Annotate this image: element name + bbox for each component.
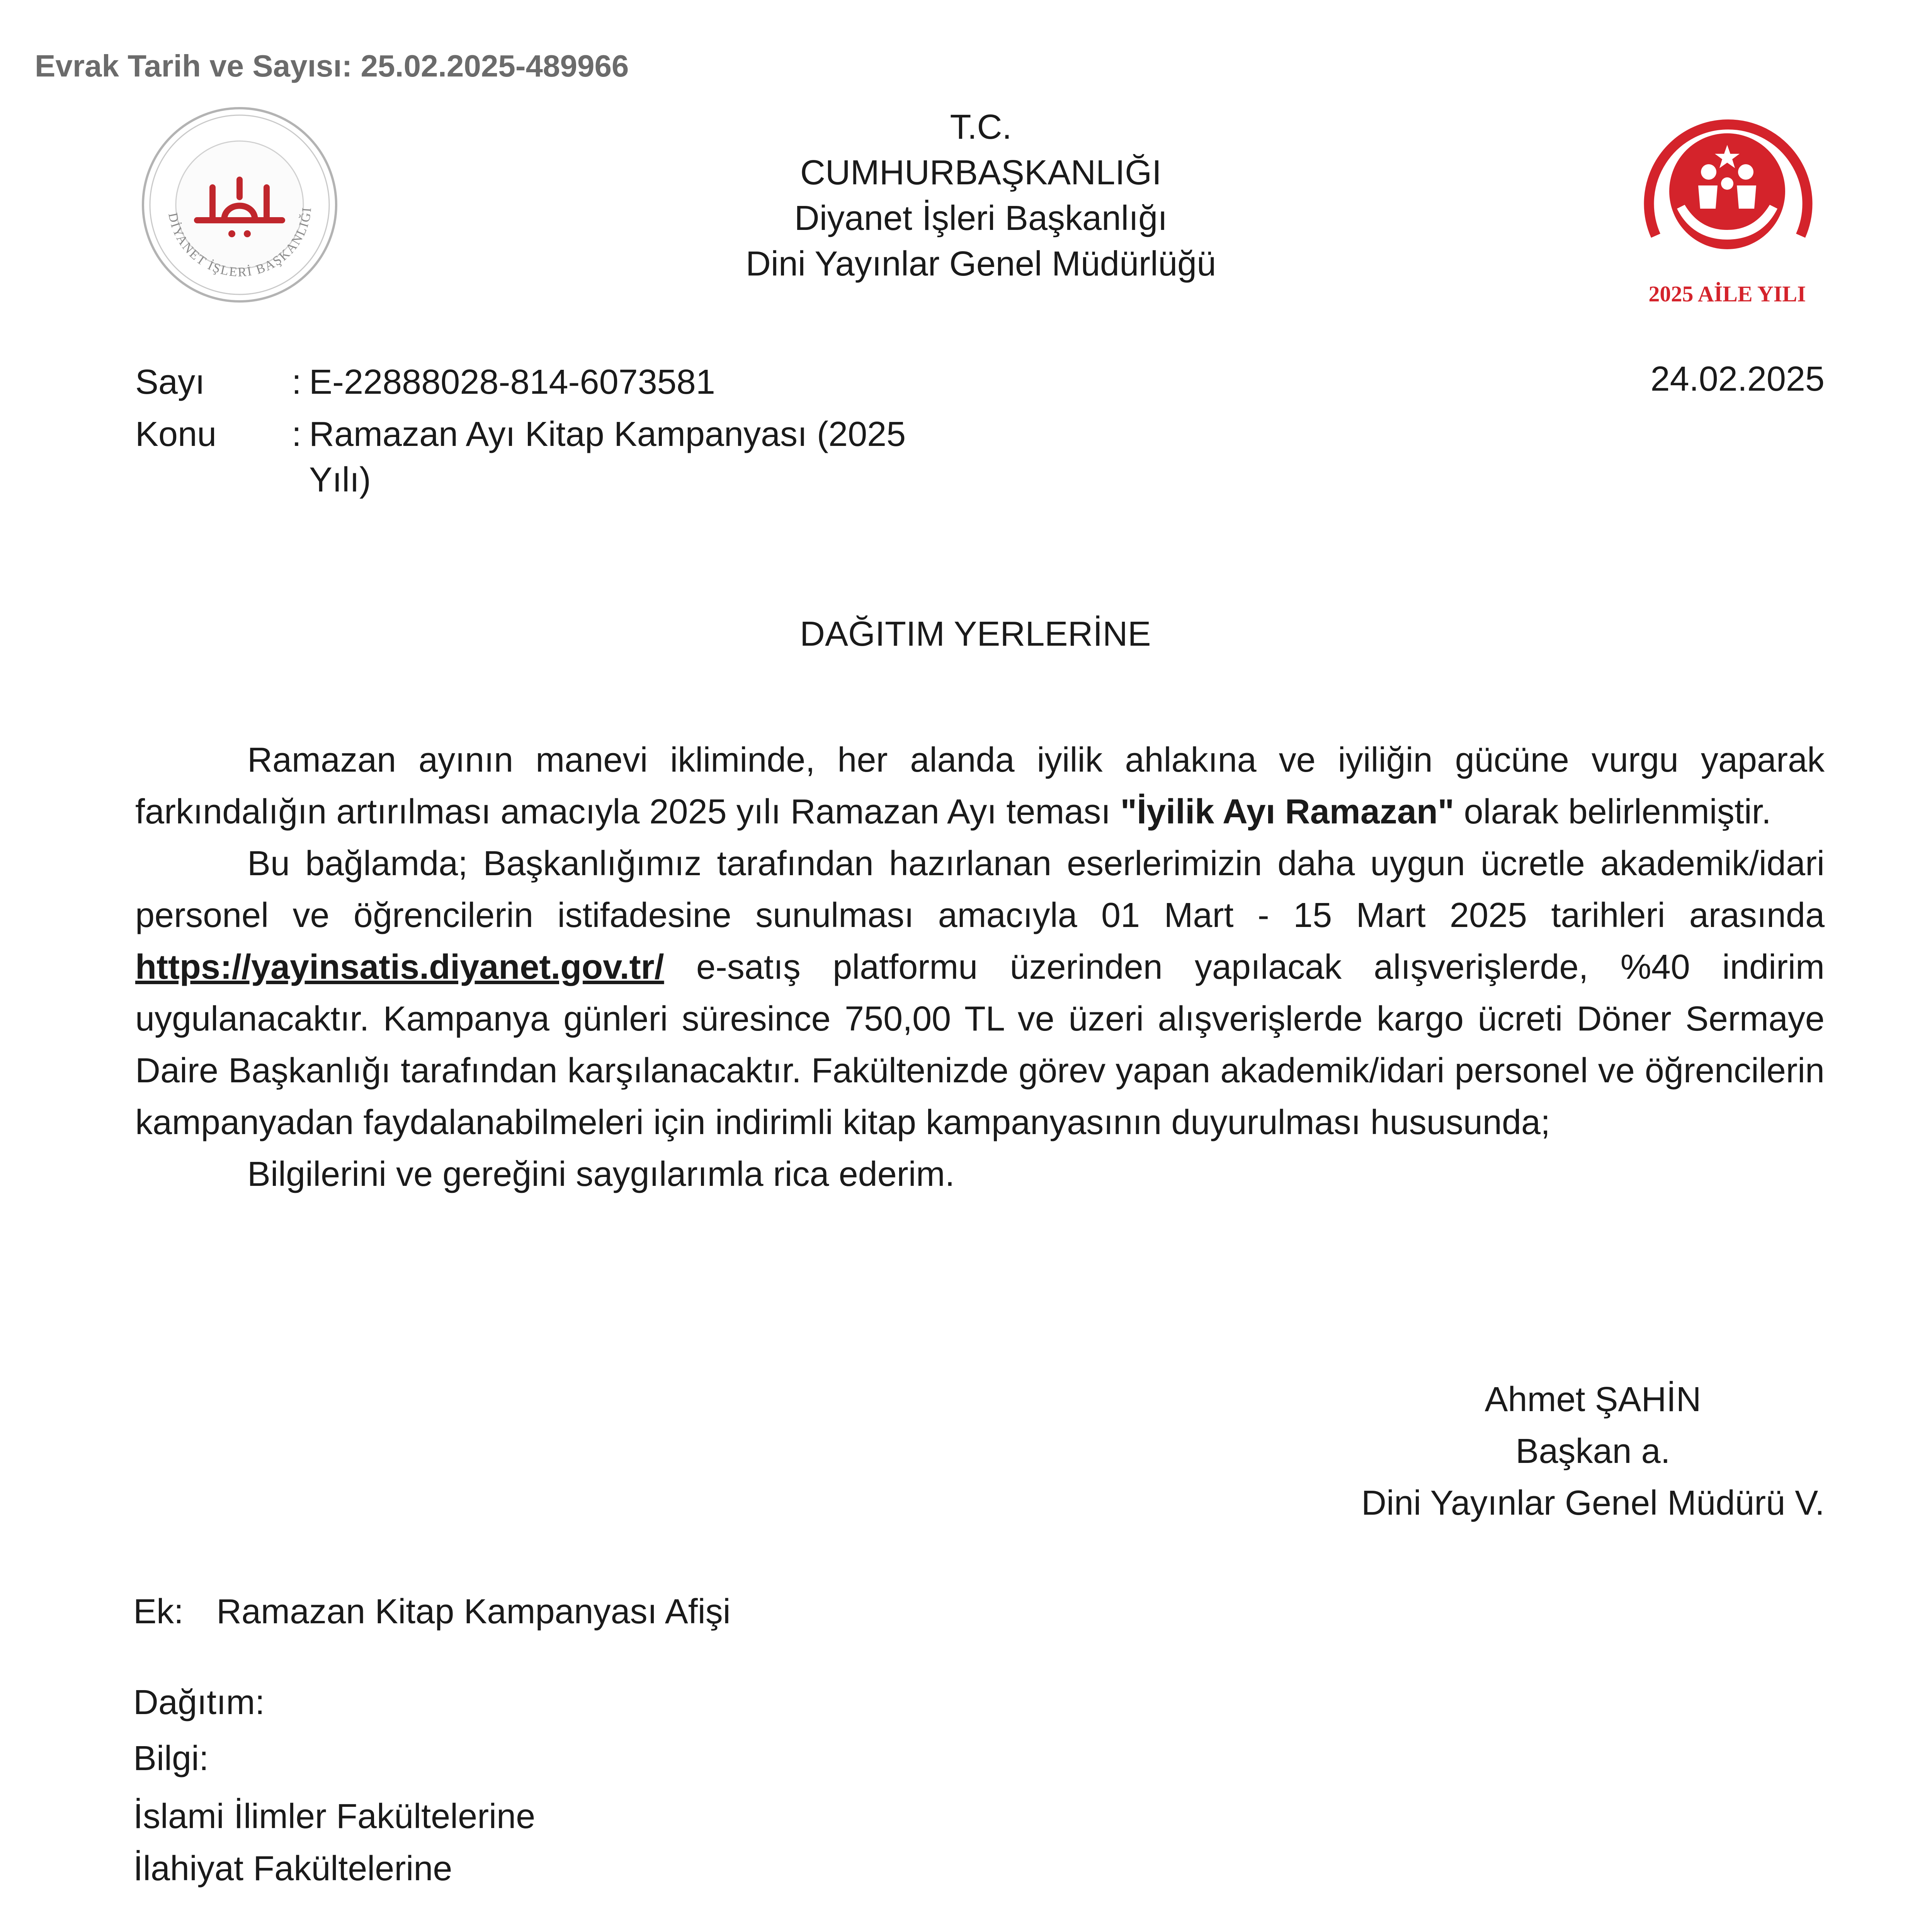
attachment-label: Ek: [133, 1592, 184, 1631]
signer-name: Ahmet ŞAHİN [1485, 1380, 1701, 1419]
paragraph-2 [135, 838, 1825, 1148]
header-directorate: Dini Yayınlar Genel Müdürlüğü [745, 245, 1216, 283]
yayinsatis-link[interactable]: https://yayinsatis.diyanet.gov.tr/ [135, 948, 664, 986]
institution-header [580, 104, 1382, 287]
signer-title-2: Dini Yayınlar Genel Müdürü V. [1361, 1484, 1825, 1522]
paragraph-3: Bilgilerini ve gereğini saygılarımla rica ederim. [247, 1155, 955, 1194]
distribution-item: İslami İlimler Fakültelerine [133, 1797, 536, 1836]
distribution-item: İlahiyat Fakültelerine [133, 1849, 452, 1888]
attachment-value: Ramazan Kitap Kampanyası Afişi [216, 1592, 731, 1631]
p2-text-b: e-satış platformu üzerinden yapılacak alışverişlerde, %40 indirim uygulanacaktır. Kampanya günleri süresince 750,00 TL ve üzeri alışverişlerde kargo ücreti Döner Sermaye Daire Başkanlığı tarafından karşılanacaktır. Fakültenizde görev yapan akademik/idari personel ve öğrencilerin kampanyadan faydalanabilmeleri için indirimli kitap kampanyasının duyurulması hususunda; [135, 948, 1825, 1142]
theme-bold: "İyilik Ayı Ramazan" [1120, 793, 1454, 831]
header-diyanet: Diyanet İşleri Başkanlığı [794, 199, 1168, 238]
logo-right-text: 2025 AİLE YILI [1648, 281, 1806, 306]
sayi-label: Sayı [135, 363, 205, 401]
bilgi-label: Bilgi: [133, 1739, 209, 1778]
konu-value [309, 412, 906, 503]
sayi-colon: : [292, 363, 302, 401]
p2-text-a: Bu bağlamda; Başkanlığımız tarafından hazırlanan eserlerimizin daha uygun ücretle akademik/idari personel ve öğrencilerin istifadesine sunulması amacıyla 01 Mart - 15 Mart 2025 tarihleri arasında [135, 844, 1825, 935]
document-date: 24.02.2025 [1650, 360, 1825, 398]
p1-text-b: olarak belirlenmiştir. [1454, 793, 1771, 831]
document-stamp: Evrak Tarih ve Sayısı: 25.02.2025-489966 [35, 49, 629, 83]
addressee: DAĞITIM YERLERİNE [800, 615, 1151, 653]
sayi-value: E-22888028-814-6073581 [309, 363, 715, 401]
dagitim-label: Dağıtım: [133, 1683, 265, 1722]
konu-label: Konu [135, 415, 217, 454]
paragraph-1 [135, 734, 1825, 838]
p1-text-a: Ramazan ayının manevi ikliminde, her alanda iyilik ahlakına ve iyiliğin gücüne vurgu yaparak farkındalığın artırılması amacıyla 2025 yılı Ramazan Ayı teması [135, 741, 1825, 831]
diyanet-logo [139, 104, 340, 305]
aile-yili-logo [1619, 108, 1835, 317]
konu-line1: Ramazan Ayı Kitap Kampanyası (2025 [309, 415, 906, 454]
logo-left-text: DİYANET İŞLERİ BAŞKANLIĞI [165, 206, 315, 280]
header-cumhurbaskanligi: CUMHURBAŞKANLIĞI [800, 153, 1162, 192]
letter-body [135, 734, 1825, 1200]
signer-title-1: Başkan a. [1515, 1432, 1670, 1471]
konu-line2: Yılı) [309, 461, 371, 499]
konu-colon: : [292, 415, 302, 454]
attachment [133, 1592, 731, 1632]
signature-block [1361, 1374, 1825, 1529]
header-tc: T.C. [950, 108, 1012, 146]
